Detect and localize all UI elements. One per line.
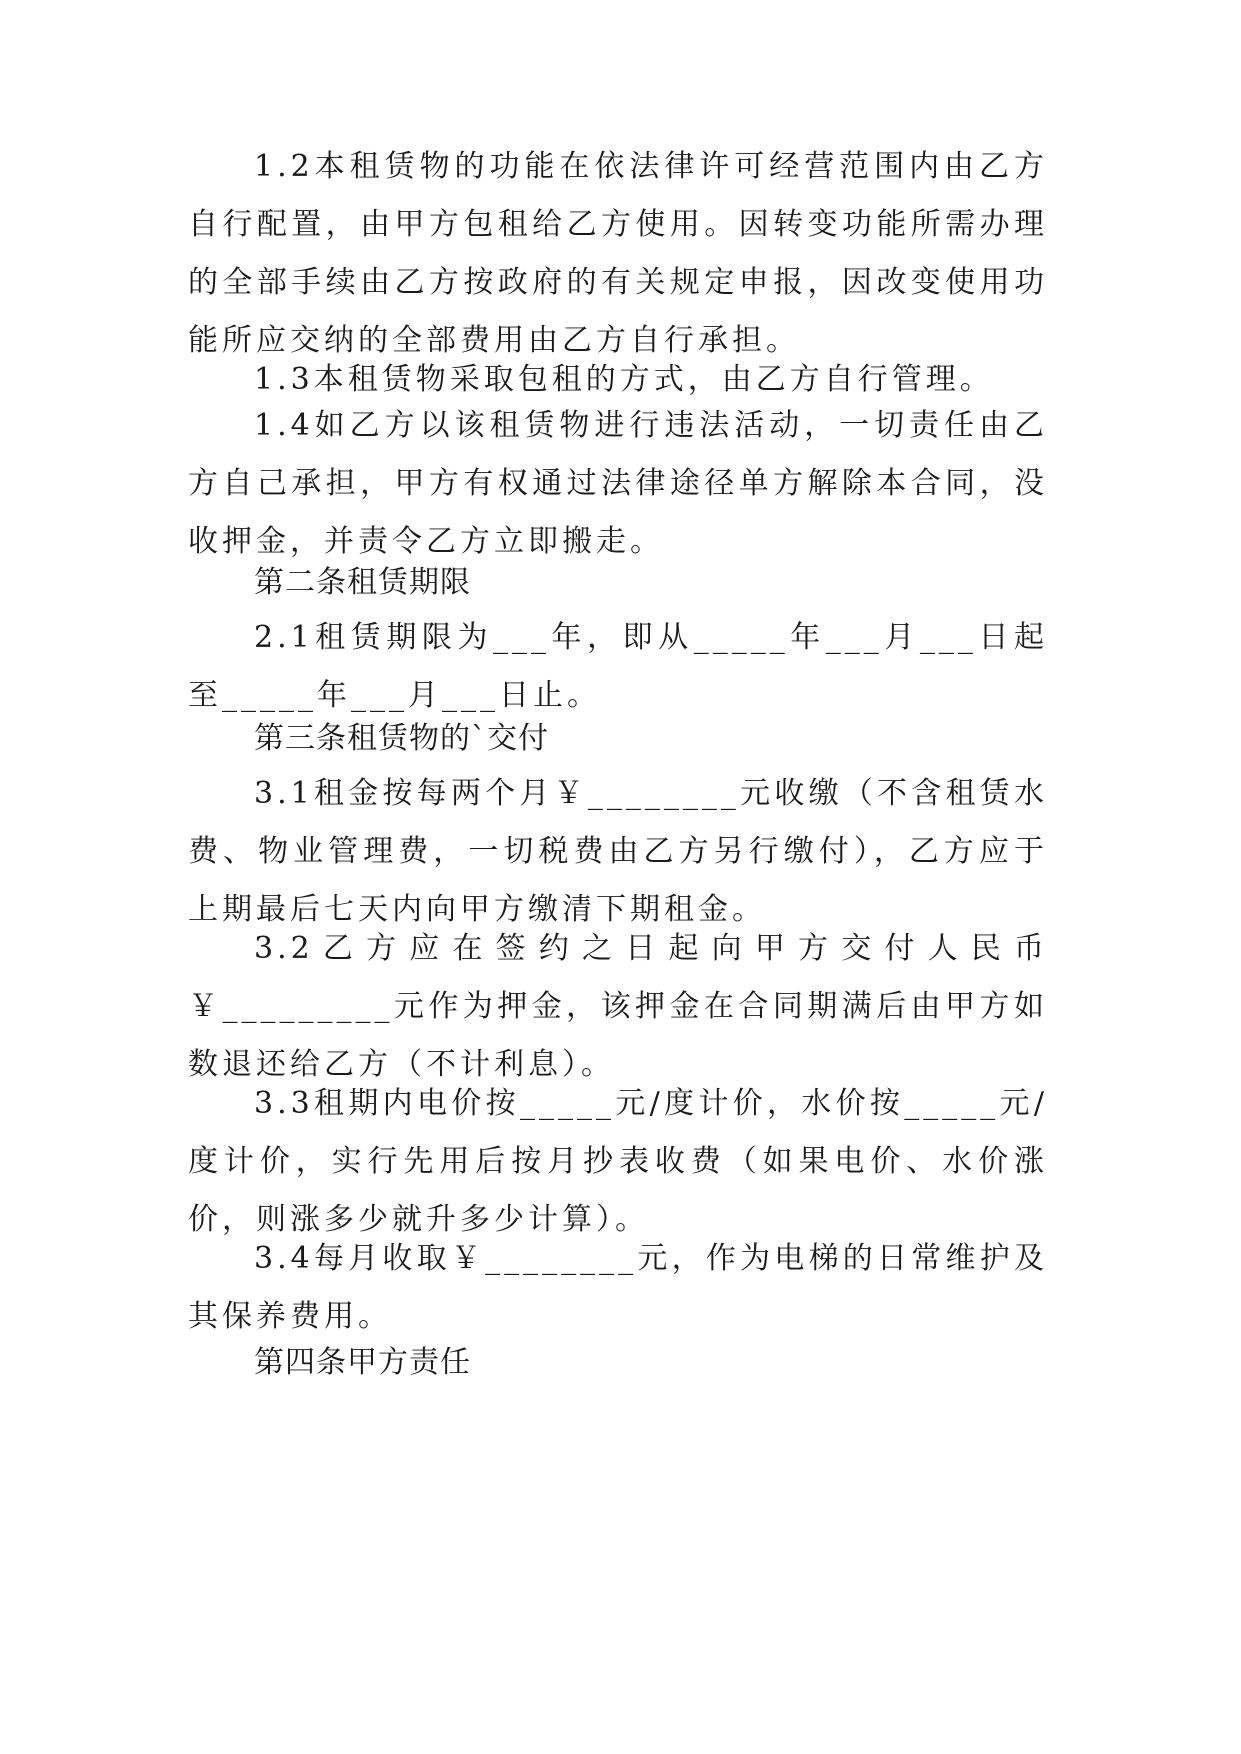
clause-3-4: 3.4每月收取￥________元，作为电梯的日常维护及其保养费用。 [188, 1241, 1048, 1334]
clause-2-1: 2.1租赁期限为___年，即从_____年___月___日起至_____年___月___日止。 [188, 620, 1048, 713]
clause-3-2: 3.2乙方应在签约之日起向甲方交付人民币￥_________元作为押金，该押金在合同期满后由甲方如数退还给乙方（不计利息）。 [188, 931, 1048, 1082]
clause-1-2: 1.2本租赁物的功能在依法律许可经营范围内由乙方自行配置，由甲方包租给乙方使用。因转变功能所需办理的全部手续由乙方按政府的有关规定申报，因改变使用功能所应交纳的全部费用由乙方自行承担。 [188, 149, 1048, 358]
clause-1-4: 1.4如乙方以该租赁物进行违法活动，一切责任由乙方自己承担，甲方有权通过法律途径单方解除本合同，没收押金，并责令乙方立即搬走。 [188, 408, 1048, 559]
clause-3-1: 3.1租金按每两个月￥________元收缴（不含租赁水费、物业管理费，一切税费由乙方另行缴付），乙方应于上期最后七天内向甲方缴清下期租金。 [188, 776, 1048, 927]
section-heading-3: 第三条租赁物的`交付 [254, 721, 549, 756]
section-heading-2: 第二条租赁期限 [254, 565, 471, 600]
clause-1-3: 1.3本租赁物采取包租的方式，由乙方自行管理。 [254, 362, 994, 397]
section-heading-4: 第四条甲方责任 [254, 1345, 471, 1380]
clause-3-3: 3.3租期内电价按_____元/度计价，水价按_____元/度计价，实行先用后按月抄表收费（如果电价、水价涨价，则涨多少就升多少计算）。 [188, 1086, 1048, 1237]
